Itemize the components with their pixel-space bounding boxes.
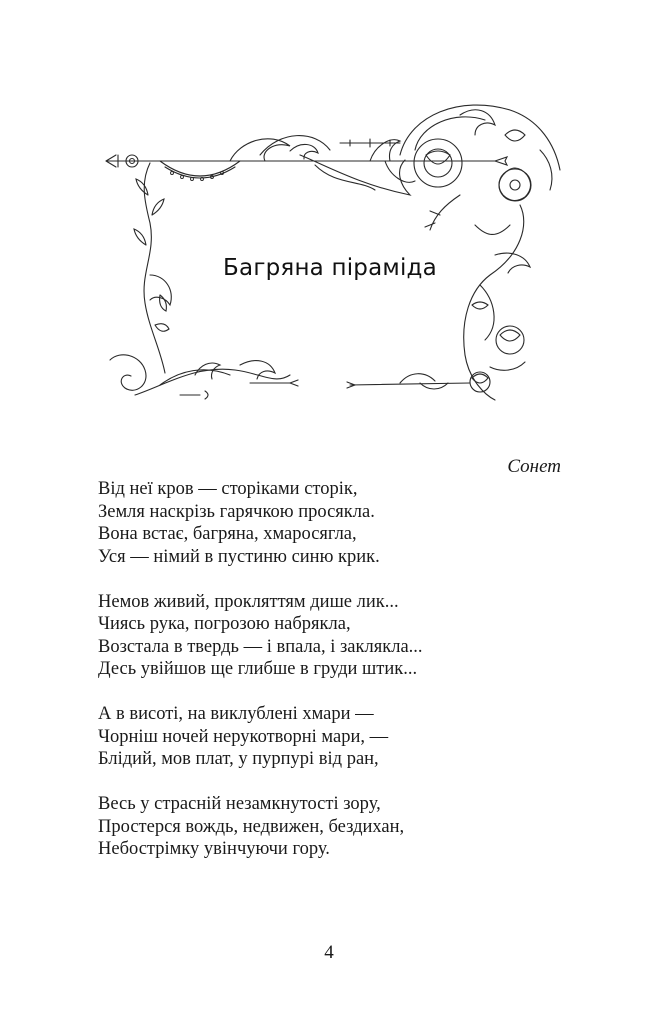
poem-line: Немов живий, прокляттям дише лик...: [98, 591, 399, 612]
poem-line: Простерся вождь, недвижен, бездихан,: [98, 816, 405, 837]
poem-line: Десь увійшов ще глибше в груди штик...: [98, 659, 418, 679]
poem-line: Чиясь рука, погрозою набрякла,: [98, 614, 351, 634]
poem-line: Уся — німий в пустиню синю крик.: [98, 546, 380, 567]
stanza: [98, 591, 578, 681]
poem-line: Земля наскрізь гарячкою просякла.: [98, 501, 375, 522]
poem-line: Від неї кров — сторіками сторік,: [98, 479, 358, 499]
poem-title: Багряна піраміда: [223, 255, 437, 281]
poem-subtitle: Сонет: [507, 456, 561, 477]
poem-line: Весь у страсній незамкнутості зору,: [98, 794, 381, 814]
poem-line: Вона встає, багряна, хмаросягла,: [98, 524, 357, 544]
stanza: [98, 478, 578, 568]
poem-line: Блідий, мов плат, у пурпурі від ран,: [98, 749, 379, 769]
poem-line: А в висоті, на виклублені хмари —: [98, 704, 374, 724]
floral-frame-ornament-icon: [100, 95, 562, 405]
poem-line: Возстала в твердь — і впала, і заклякла...: [98, 636, 423, 657]
stanza: [98, 793, 578, 861]
poem-body: [98, 478, 578, 883]
poem-line: Чорніш ночей нерукотворні мари, —: [98, 726, 389, 747]
poem-line: Небострімку увінчуючи гору.: [98, 839, 330, 859]
page-number: 4: [324, 942, 334, 963]
stanza: [98, 703, 578, 771]
